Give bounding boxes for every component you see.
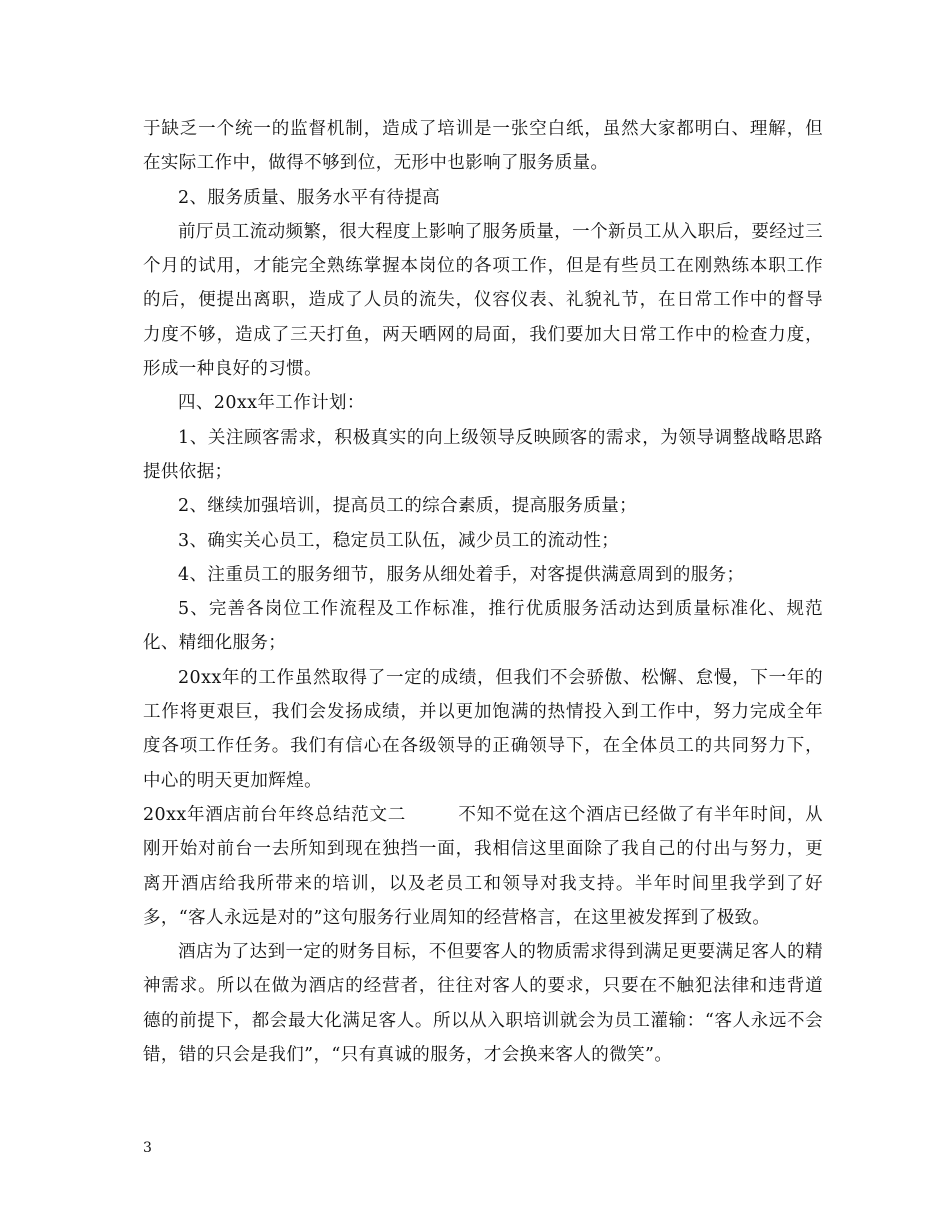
paragraph: 四、20xx年工作计划： (178, 393, 365, 414)
paragraph: 5、完善各岗位工作流程及工作标准，推行优质服务活动达到质量标准化、规范化、精细化服务； (143, 599, 823, 654)
paragraph: 2、继续加强培训，提高员工的综合素质，提高服务质量； (178, 496, 638, 517)
closing-paragraph: 酒店为了达到一定的财务目标，不但要客人的物质需求得到满足更要满足客人的精神需求。所以在做为酒店的经营者，往往对客人的要求，只要在不触犯法律和违背道德的前提下，都会最大化满足客人。所以从入职培训就会为员工灌输：“客人永远不会错，错的只会是我们”，“只有真诚的服务，才会换来客人的微笑”。 (143, 942, 823, 1066)
page-number: 3 (143, 1140, 152, 1156)
section-title: 20xx年酒店前台年终总结范文二 (143, 804, 406, 825)
paragraph: 3、确实关心员工，稳定员工队伍，减少员工的流动性； (178, 530, 620, 551)
paragraph: 前厅员工流动频繁，很大程度上影响了服务质量，一个新员工从入职后，要经过三个月的试用，才能完全熟练掌握本岗位的各项工作，但是有些员工在刚熟练本职工作的后，便提出离职，造成了人员的流失，仪容仪表、礼貌礼节，在日常工作中的督导力度不够，造成了三天打鱼，两天晒网的局面，我们要加大日常工作中的检查力度，形成一种良好的习惯。 (143, 221, 823, 380)
paragraph: 于缺乏一个统一的监督机制，造成了培训是一张空白纸，虽然大家都明白、理解，但在实际工作中，做得不够到位，无形中也影响了服务质量。 (143, 119, 823, 174)
section-first-paragraph: 不知不觉在这个酒店已经做了有半年时间，从刚开始对前台一去所知到现在独挡一面，我相信这里面除了我自己的付出与努力，更离开酒店给我所带来的培训，以及老员工和领导对我支持。半年时间里我学到了好多，“客人永远是对的”这句服务行业周知的经营格言，在这里被发挥到了极致。 (143, 804, 824, 928)
paragraph: 20xx年的工作虽然取得了一定的成绩，但我们不会骄傲、松懈、怠慢，下一年的工作将更艰巨，我们会发扬成绩，并以更加饱满的热情投入到工作中，努力完成全年度各项工作任务。我们有信心在各级领导的正确领导下，在全体员工的共同努力下，中心的明天更加辉煌。 (143, 667, 823, 791)
paragraph: 2、服务质量、服务水平有待提高 (178, 187, 441, 208)
paragraph: 1、关注顾客需求，积极真实的向上级领导反映顾客的需求，为领导调整战略思路提供依据； (143, 427, 823, 482)
paragraph: 4、注重员工的服务细节，服务从细处着手，对客提供满意周到的服务； (178, 564, 745, 585)
section-paragraph (143, 798, 823, 935)
document-body (143, 112, 823, 1072)
